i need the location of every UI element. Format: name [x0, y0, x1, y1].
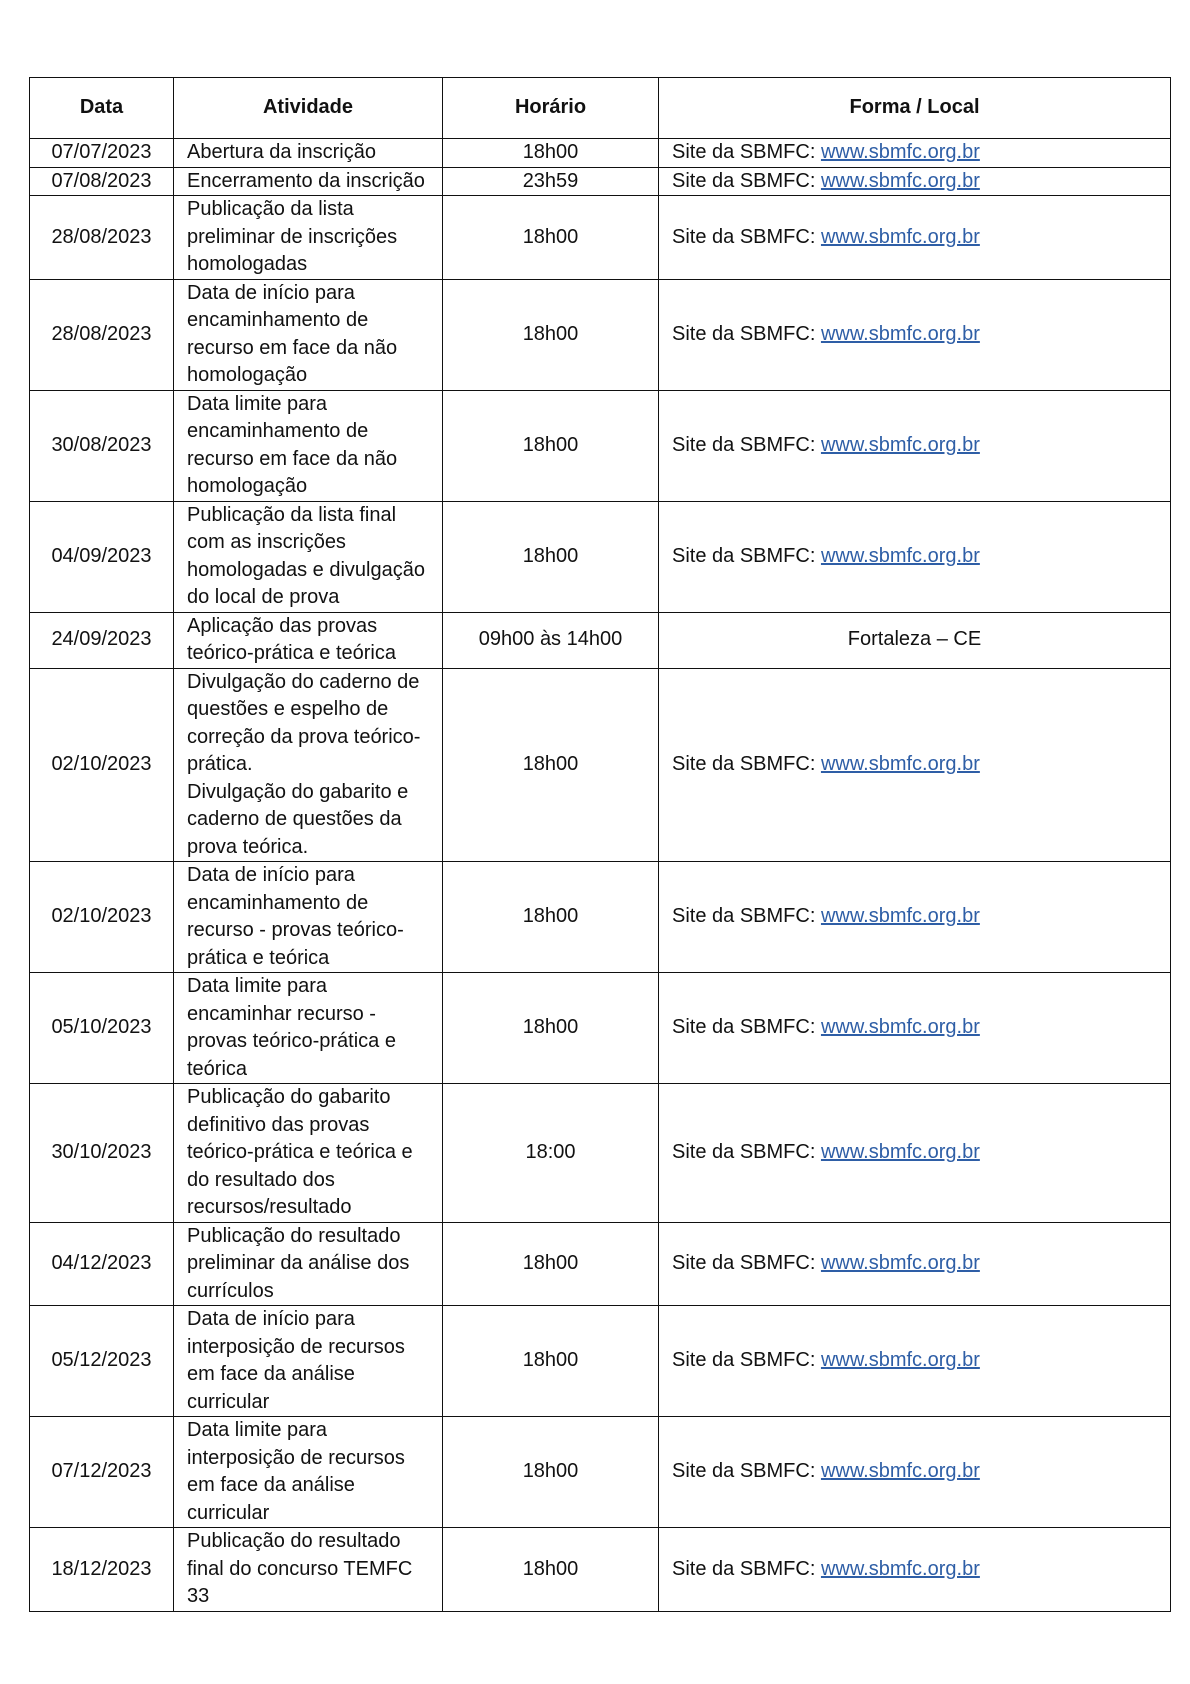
row-local	[659, 668, 1171, 862]
table-row	[30, 196, 1171, 280]
site-prefix: Site da SBMFC:	[672, 1141, 821, 1163]
site-link[interactable]: www.sbmfc.org.br	[820, 905, 980, 928]
row-local	[659, 862, 1171, 973]
table-row	[30, 668, 1171, 862]
activity-line: questões e espelho de	[187, 698, 389, 720]
table-row	[30, 862, 1171, 973]
row-local	[659, 1306, 1171, 1417]
site-link[interactable]: www.sbmfc.org.br	[820, 169, 980, 192]
activity-line: recursos/resultado	[187, 1196, 352, 1218]
row-local	[659, 1084, 1171, 1223]
row-time: 18h00	[443, 973, 659, 1084]
activity-line: homologação	[187, 475, 308, 497]
table-row	[30, 612, 1171, 668]
site-prefix: Site da SBMFC:	[672, 1460, 821, 1483]
header-local: Forma / Local	[659, 78, 1171, 139]
activity-line: homologação	[187, 364, 308, 386]
table-row	[30, 1528, 1171, 1612]
activity-line: final do concurso TEMFC	[187, 1557, 413, 1580]
activity-line: Data limite para	[187, 392, 328, 415]
activity-line: recurso - provas teórico-	[187, 919, 404, 941]
row-activity	[174, 501, 443, 612]
header-time: Horário	[443, 78, 659, 139]
row-date: 04/09/2023	[30, 501, 174, 612]
activity-line: encaminhar recurso -	[187, 1002, 376, 1025]
row-time: 18h00	[443, 862, 659, 973]
row-date: 05/12/2023	[30, 1306, 174, 1417]
site-prefix: Site da SBMFC:	[672, 1557, 821, 1580]
row-time: 18h00	[443, 1528, 659, 1612]
site-link[interactable]: www.sbmfc.org.br	[820, 1252, 980, 1274]
site-prefix: Site da SBMFC:	[672, 905, 821, 928]
row-activity	[174, 139, 443, 168]
table-row	[30, 973, 1171, 1084]
activity-line: Aplicação das provas	[187, 614, 378, 637]
site-prefix: Site da SBMFC:	[672, 1016, 821, 1039]
activity-line: com as inscrições	[187, 531, 346, 553]
row-local	[659, 1222, 1171, 1306]
activity-line: curricular	[187, 1501, 270, 1524]
row-activity	[174, 279, 443, 390]
row-activity	[174, 167, 443, 196]
site-link[interactable]: www.sbmfc.org.br	[820, 1016, 980, 1039]
row-time: 18h00	[443, 139, 659, 168]
row-activity	[174, 973, 443, 1084]
activity-line: interposição de recursos	[187, 1335, 405, 1358]
activity-line: Publicação do resultado	[187, 1530, 401, 1552]
activity-line: encaminhamento de	[187, 891, 369, 914]
activity-line: prova teórica.	[187, 835, 309, 858]
activity-line: teórica	[187, 1057, 248, 1080]
table-row	[30, 501, 1171, 612]
row-date: 18/12/2023	[30, 1528, 174, 1612]
row-date: 30/08/2023	[30, 390, 174, 501]
site-link[interactable]: www.sbmfc.org.br	[820, 753, 980, 775]
site-prefix: Site da SBMFC:	[672, 1349, 821, 1372]
site-prefix: Site da SBMFC:	[672, 753, 821, 775]
row-local	[659, 1417, 1171, 1528]
row-activity	[174, 1084, 443, 1223]
row-date: 07/08/2023	[30, 167, 174, 196]
row-local	[659, 196, 1171, 280]
row-local	[659, 1528, 1171, 1612]
activity-line: teórico-prática e teórica e	[187, 1141, 413, 1163]
row-local	[659, 973, 1171, 1084]
row-activity	[174, 1306, 443, 1417]
row-time: 18h00	[443, 196, 659, 280]
activity-line: correção da prova teórico-	[187, 725, 421, 748]
site-prefix: Site da SBMFC:	[672, 169, 821, 192]
activity-line: prática e teórica	[187, 946, 330, 969]
site-link[interactable]: www.sbmfc.org.br	[820, 1460, 980, 1483]
row-date: 05/10/2023	[30, 973, 174, 1084]
activity-line: Encerramento da inscrição	[187, 169, 425, 192]
activity-line: recurso em face da não	[187, 336, 398, 359]
site-link[interactable]: www.sbmfc.org.br	[820, 1557, 980, 1580]
schedule-sheet	[29, 77, 1170, 1612]
table-row	[30, 139, 1171, 168]
row-date: 07/07/2023	[30, 139, 174, 168]
site-prefix: Site da SBMFC:	[672, 322, 821, 345]
row-local	[659, 279, 1171, 390]
header-activity: Atividade	[174, 78, 443, 139]
activity-line: homologadas	[187, 253, 308, 275]
site-link[interactable]: www.sbmfc.org.br	[820, 1349, 980, 1372]
activity-line: Divulgação do gabarito e	[187, 780, 409, 803]
activity-line: preliminar de inscrições	[187, 225, 398, 248]
row-time: 18h00	[443, 1417, 659, 1528]
row-activity	[174, 862, 443, 973]
site-link[interactable]: www.sbmfc.org.br	[820, 322, 980, 345]
site-prefix: Site da SBMFC:	[672, 225, 821, 248]
row-activity	[174, 668, 443, 862]
row-time: 09h00 às 14h00	[443, 612, 659, 668]
site-prefix: Site da SBMFC:	[672, 544, 821, 567]
activity-line: do local de prova	[187, 586, 340, 608]
activity-line: Data de início para	[187, 1308, 355, 1330]
activity-line: teórico-prática e teórica	[187, 642, 396, 664]
row-activity	[174, 612, 443, 668]
activity-line: Data limite para	[187, 975, 328, 997]
table-row	[30, 1417, 1171, 1528]
site-link[interactable]: www.sbmfc.org.br	[820, 141, 980, 163]
row-time: 18:00	[443, 1084, 659, 1223]
row-date: 24/09/2023	[30, 612, 174, 668]
site-prefix: Site da SBMFC:	[672, 141, 821, 163]
row-local: Fortaleza – CE	[659, 612, 1171, 668]
row-time: 18h00	[443, 668, 659, 862]
schedule-body	[30, 139, 1171, 1612]
row-time: 23h59	[443, 167, 659, 196]
activity-line: Data de início para	[187, 864, 355, 886]
activity-line: interposição de recursos	[187, 1446, 405, 1469]
table-row	[30, 390, 1171, 501]
row-local	[659, 139, 1171, 168]
row-date: 02/10/2023	[30, 668, 174, 862]
table-row	[30, 279, 1171, 390]
header-row	[30, 78, 1171, 139]
row-date: 02/10/2023	[30, 862, 174, 973]
activity-line: Publicação da lista final	[187, 503, 397, 526]
row-time: 18h00	[443, 1222, 659, 1306]
activity-line: currículos	[187, 1279, 274, 1302]
header-date: Data	[30, 78, 174, 139]
table-row	[30, 1084, 1171, 1223]
row-activity	[174, 1222, 443, 1306]
activity-line: 33	[187, 1585, 210, 1607]
row-activity	[174, 196, 443, 280]
table-row	[30, 167, 1171, 196]
site-link[interactable]: www.sbmfc.org.br	[820, 544, 980, 567]
row-activity	[174, 1528, 443, 1612]
row-activity	[174, 390, 443, 501]
row-time: 18h00	[443, 501, 659, 612]
activity-line: Publicação do gabarito	[187, 1086, 391, 1108]
activity-line: prática.	[187, 753, 253, 775]
activity-line: homologadas e divulgação	[187, 558, 425, 581]
row-date: 28/08/2023	[30, 279, 174, 390]
schedule-table	[29, 77, 1171, 1612]
site-link[interactable]: www.sbmfc.org.br	[820, 433, 980, 456]
activity-line: preliminar da análise dos	[187, 1252, 410, 1274]
activity-line: curricular	[187, 1390, 270, 1413]
activity-line: Abertura da inscrição	[187, 141, 376, 163]
activity-line: encaminhamento de	[187, 420, 369, 442]
activity-line: provas teórico-prática e	[187, 1030, 396, 1052]
row-date: 30/10/2023	[30, 1084, 174, 1223]
row-time: 18h00	[443, 1306, 659, 1417]
site-link[interactable]: www.sbmfc.org.br	[820, 225, 980, 248]
site-prefix: Site da SBMFC:	[672, 433, 821, 456]
row-activity	[174, 1417, 443, 1528]
activity-line: caderno de questões da	[187, 808, 402, 830]
site-link[interactable]: www.sbmfc.org.br	[820, 1141, 980, 1163]
schedule-header	[30, 78, 1171, 139]
row-date: 07/12/2023	[30, 1417, 174, 1528]
activity-line: em face da análise	[187, 1363, 355, 1385]
row-local	[659, 390, 1171, 501]
activity-line: Publicação da lista	[187, 198, 354, 220]
activity-line: Data de início para	[187, 281, 355, 304]
activity-line: Publicação do resultado	[187, 1224, 401, 1247]
row-time: 18h00	[443, 279, 659, 390]
activity-line: do resultado dos	[187, 1168, 335, 1191]
activity-line: Data limite para	[187, 1419, 328, 1441]
activity-line: recurso em face da não	[187, 447, 398, 470]
activity-line: em face da análise	[187, 1474, 355, 1496]
site-prefix: Site da SBMFC:	[672, 1252, 821, 1274]
row-local	[659, 167, 1171, 196]
row-time: 18h00	[443, 390, 659, 501]
activity-line: encaminhamento de	[187, 309, 369, 331]
row-date: 04/12/2023	[30, 1222, 174, 1306]
activity-line: Divulgação do caderno de	[187, 670, 420, 693]
row-date: 28/08/2023	[30, 196, 174, 280]
table-row	[30, 1222, 1171, 1306]
activity-line: definitivo das provas	[187, 1113, 370, 1136]
row-local	[659, 501, 1171, 612]
table-row	[30, 1306, 1171, 1417]
